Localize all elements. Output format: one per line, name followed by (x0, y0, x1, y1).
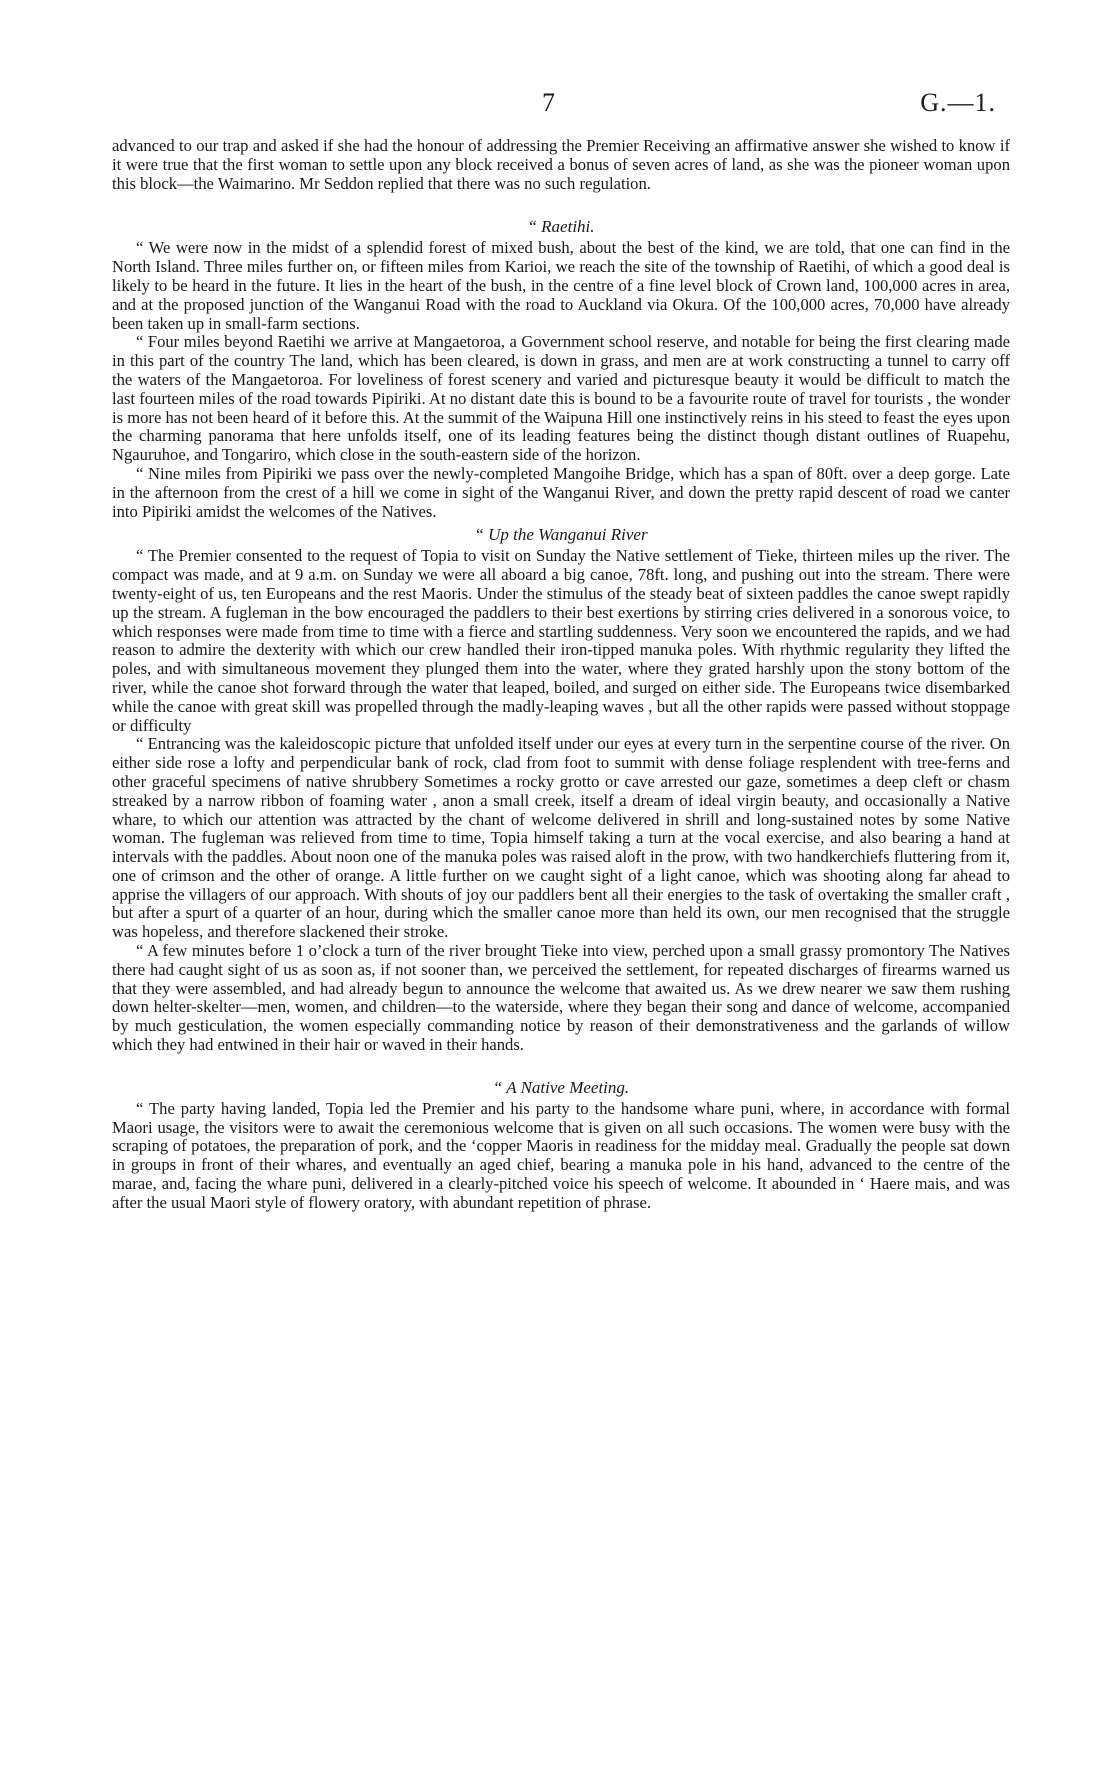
paragraph-canoe-trip: “ The Premier consented to the request of Topia to visit on Sunday the Native settlement of Tieke, thirteen miles up the river. The compact was made, and at 9 a.m. on Sunday we were all aboard a big canoe, 78ft. long, and pushing out into the stream. There were twenty-eight of us, ten Europeans and the rest Maoris. Under the stimulus of the steady beat of sixteen paddles the canoe swept rapidly up the stream. A fugleman in the bow encouraged the paddlers to their best exertions by stirring cries delivered in a sonorous voice, to which responses were made from time to time with a fierce and startling suddenness. Very soon we encountered the rapids, and we had reason to admire the dexterity with which our crew handled their iron-tipped manuka poles. With rhythmic regularity they lifted the poles, and with simultaneous movement they plunged them into the water, where they grated harshly upon the stony bottom of the river, while the canoe shot forward through the water that leaped, boiled, and surged on either side. The Europeans twice disembarked while the canoe with great skill was propelled through the madly-leaping waves , but all the other rapids were passed without stoppage or difficulty (112, 546, 1010, 735)
page-number: 7 (542, 88, 555, 117)
body-text (112, 137, 1010, 1213)
paragraph-native-meeting: “ The party having landed, Topia led the Premier and his party to the handsome whare puni, where, in accordance with formal Maori usage, the visitors were to await the ceremonious welcome that is given on all such occasions. The women were busy with the scraping of potatoes, the preparation of pork, and the ‘copper Maoris in readiness for the midday meal. Gradually the people sat down in groups in front of their whares, and eventually an aged chief, bearing a manuka pole in his hand, advanced to the centre of the marae, and, facing the whare puni, delivered in a clearly-pitched voice his speech of welcome. It abounded in ‘ Haere mais, and was after the usual Maori style of flowery oratory, with abundant repetition of phrase. (112, 1098, 1010, 1212)
section-heading-native-meeting: “ A Native Meeting. (492, 1077, 630, 1097)
paragraph-mangoihe-bridge: “ Nine miles from Pipiriki we pass over the newly-completed Mangoihe Bridge, which has a span of 80ft. over a deep gorge. Late in the afternoon from the crest of a hill we come in sight of the Wanganui River, and down the pretty rapid descent of road we canter into Pipiriki amidst the welcomes of the Natives. (112, 463, 1010, 521)
paragraph-forest: “ We were now in the midst of a splendid forest of mixed bush, about the best of the kind, we are told, that one can find in the North Island. Three miles further on, or fifteen miles from Karioi, we reach the site of the township of Raetihi, of which a good deal is likely to be heard in the future. It lies in the heart of the bush, in the centre of a fine level block of Crown land, 100,000 acres in area, and at the proposed junction of the Wanganui Road with the road to Auckland via Okura. Of the 100,000 acres, 70,000 have already been taken up in small-farm sections. (112, 238, 1010, 333)
section-heading-raetihi: “ Raetihi. (527, 217, 595, 237)
section-heading-up-the-wanganui: “ Up the Wanganui River (474, 525, 648, 545)
paragraph-continued: advanced to our trap and asked if she had the honour of addressing the Premier Receiving an affirmative answer she wished to know if it were true that the first woman to settle upon any block received a bonus of seven acres of land, as she was the pioneer woman upon this block—the Waimarino. Mr Seddon replied that there was no such regulation. (112, 136, 1010, 193)
paragraph-tieke-arrival: “ A few minutes before 1 o’clock a turn of the river brought Tieke into view, perched upon a small grassy promontory The Natives there had caught sight of us as soon as, if not sooner than, we perceived the settlement, for repeated discharges of firearms warned us that they were assembled, and had already begun to announce the welcome that awaited us. As we drew nearer we saw them rushing down helter-skelter—men, women, and children—to the waterside, where they began their song and dance of welcome, accompanied by much gesticulation, the women especially commanding notice by reason of their demonstrativeness and the garlands of willow which they had entwined in their hair or waved in their hands. (112, 941, 1010, 1055)
paragraph-scenery: “ Entrancing was the kaleidoscopic picture that unfolded itself under our eyes at every turn in the serpentine course of the river. On either side rose a lofty and perpendicular bank of rock, clad from foot to summit with dense foliage resplendent with tree-ferns and other graceful specimens of native shrubbery Sometimes a rocky grotto or cave arrested our gaze, sometimes a deep cleft or chasm streaked by a narrow ribbon of foaming water , anon a small creek, itself a dream of ideal virgin beauty, and occasionally a Native whare, to which our attention was attracted by the chant of welcome delivered in shrill and long-sustained notes by some Native woman. The fugleman was relieved from time to time, Topia himself taking a turn at the vocal exercise, and also bearing a hand at intervals with the paddles. About noon one of the manuka poles was raised aloft in the prow, with two handkerchiefs fluttering from it, one of crimson and the other of orange. A little further on we caught sight of a light canoe, which was shooting along far ahead to apprise the villagers of our approach. With shouts of joy our paddlers bent all their energies to the task of overtaking the smaller craft , but after a spurt of a quarter of an hour, during which the smaller canoe more than held its own, our men recognised that the struggle was hopeless, and therefore slackened their stroke. (112, 734, 1010, 942)
paragraph-mangaetoroa: “ Four miles beyond Raetihi we arrive at Mangaetoroa, a Government school reserve, and notable for being the first clearing made in this part of the country The land, which has been cleared, is down in grass, and men are at work constructing a tunnel to carry off the waters of the Mangaetoroa. For loveliness of forest scenery and varied and picturesque beauty it would be difficult to match the last fourteen miles of the road towards Pipiriki. At no distant date this is bound to be a favourite route of travel for tourists , the wonder is more has not been heard of it before this. At the summit of the Waipuna Hill one instinctively reins in his steed to feast the eyes upon the charming panorama that here unfolds itself, one of its leading features being the distinct though distant outlines of Ruapehu, Ngauruhoe, and Tongariro, which close in the south-eastern side of the horizon. (112, 332, 1010, 465)
document-reference: G.—1. (920, 88, 996, 117)
